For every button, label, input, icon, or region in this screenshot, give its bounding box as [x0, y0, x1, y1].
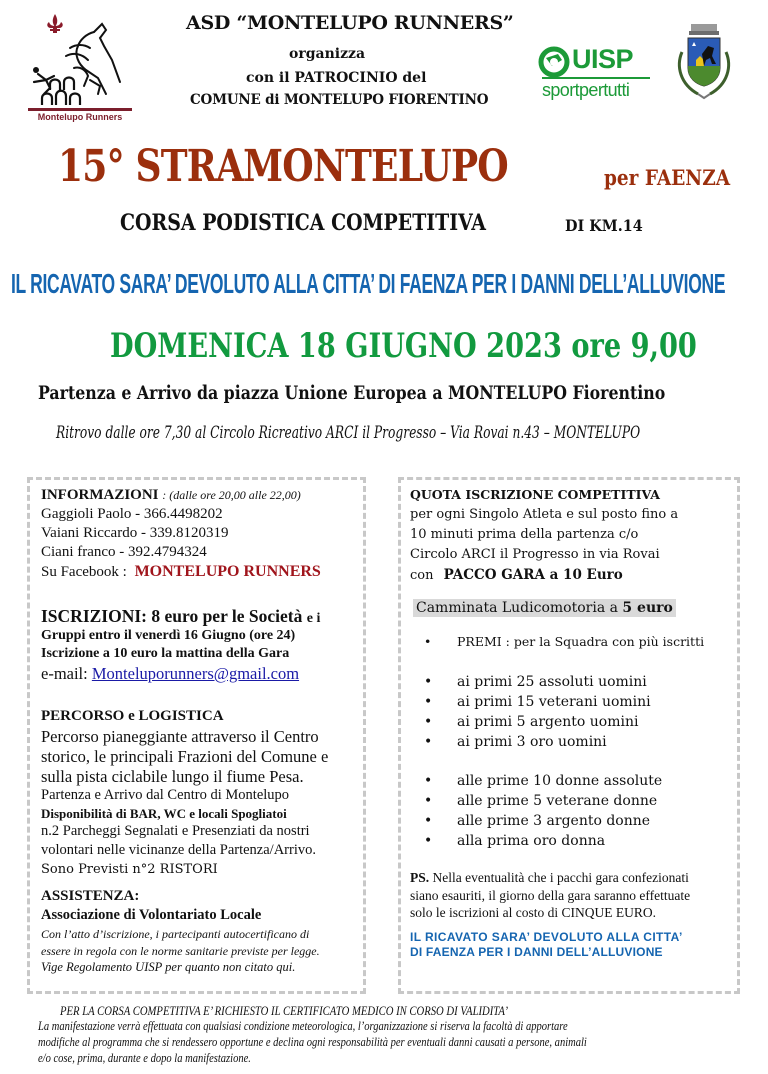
bullet-icon: •	[424, 694, 433, 710]
email-label: e-mail:	[41, 664, 88, 683]
quota-heading: QUOTA ISCRIZIONE COMPETITIVA	[410, 487, 660, 502]
email-line	[41, 664, 299, 684]
meeting-point: Ritrovo dalle ore 7,30 al Circolo Ricreativo ARCI il Progresso – Via Rovai n.43 – MONTELUPO	[56, 423, 641, 443]
uisp-logo-text: UISP	[572, 44, 634, 74]
email-link[interactable]: Monteluporunners@gmail.com	[91, 664, 300, 683]
charity-note: DI FAENZA PER I DANNI DELL’ALLUVIONE	[410, 945, 663, 959]
contact-item: Ciani franco - 392.4794324	[41, 544, 207, 560]
premi-item: • ai primi 15 veterani uomini	[424, 694, 651, 710]
assistenza-org: Associazione di Volontariato Locale	[41, 907, 262, 923]
uisp-emblem-icon	[538, 46, 570, 78]
ps-label: PS.	[410, 870, 430, 885]
bullet-icon: •	[424, 634, 432, 649]
race-distance: DI KM.14	[565, 216, 643, 235]
montelupo-runners-logo	[28, 10, 132, 122]
bullet-icon: •	[424, 793, 433, 809]
event-date: DOMENICA 18 GIUGNO 2023 ore 9,00	[110, 326, 697, 366]
ristori-line: Sono Previsti n°2 RISTORI	[41, 862, 218, 877]
patrocinio-label: con il PATROCINIO del	[246, 70, 427, 86]
info-hours: : (dalle ore 20,00 alle 22,00)	[162, 488, 301, 502]
parking-line: volontari nelle vicinanze della Partenza/Arrivo.	[41, 842, 316, 858]
bullet-icon: •	[424, 833, 433, 849]
premi-item: • alle prime 10 donne assolute	[424, 773, 663, 789]
medical-certificate-notice: PER LA CORSA COMPETITIVA E’ RICHIESTO IL CERTIFICATO MEDICO IN CORSO DI VALIDITA’	[60, 1003, 509, 1018]
premi-item: • ai primi 5 argento uomini	[424, 714, 639, 730]
comune-coat-of-arms	[668, 22, 740, 104]
premi-item: • ai primi 25 assoluti uomini	[424, 674, 647, 690]
contact-item: Vaiani Riccardo - 339.8120319	[41, 525, 229, 541]
quota-line: per ogni Singolo Atleta e sul posto fino a	[410, 507, 679, 522]
club-logo-caption: Montelupo Runners	[37, 112, 123, 122]
disclaimer-line: essere in regola con le norme sanitarie previste per legge.	[41, 944, 320, 958]
camminata-text: Camminata Ludicomotoria a	[416, 600, 618, 616]
iscrizioni-tail: e i	[306, 611, 321, 626]
ps-line: solo le iscrizioni al costo di CINQUE EURO.	[410, 905, 656, 920]
facebook-line	[41, 563, 321, 581]
event-title-block	[58, 141, 607, 192]
info-heading: INFORMAZIONI	[41, 487, 159, 503]
facebook-page-link[interactable]: MONTELUPO RUNNERS	[134, 563, 321, 580]
iscrizioni-heading: ISCRIZIONI: 8 euro per le Società	[41, 606, 303, 626]
footer-notice-line: modifiche al programma che si rendessero opportune e declina ogni responsabilità per eventuali danni causati a persone, animali	[38, 1034, 587, 1049]
footer-notice-line: e/o cose, prima, durante e dopo la manifestazione.	[38, 1050, 251, 1065]
wolf-runners-icon	[28, 10, 132, 122]
camminata-price: 5 euro	[622, 600, 673, 616]
pacco-line	[410, 567, 623, 583]
camminata-highlight	[413, 599, 676, 617]
start-finish-location: Partenza e Arrivo da piazza Unione Europea a MONTELUPO Fiorentino	[38, 382, 666, 404]
iscrizioni-deadline: Gruppi entro il venerdì 16 Giugno (ore 24)	[41, 628, 296, 643]
charity-banner: IL RICAVATO SARA’ DEVOLUTO ALLA CITTA’ DI FAENZA PER I DANNI DELL’ALLUVIONE	[11, 268, 726, 299]
disclaimer-line: Con l’atto d’iscrizione, i partecipanti autocertificano di	[41, 927, 310, 941]
percorso-heading: PERCORSO e LOGISTICA	[41, 708, 224, 724]
facilities-line: Disponibilità di BAR, WC e locali Spogliatoi	[41, 806, 287, 821]
uisp-logo	[538, 44, 654, 106]
pacco-prefix: con	[410, 568, 434, 583]
bullet-icon: •	[424, 674, 433, 690]
iscrizioni-line	[41, 606, 320, 627]
facebook-label: Su Facebook :	[41, 564, 127, 580]
coat-of-arms-icon	[668, 22, 740, 104]
pacco-gara-price: PACCO GARA a 10 Euro	[443, 567, 623, 583]
organizza-label: organizza	[289, 46, 366, 62]
info-line	[41, 487, 301, 504]
iscrizioni-late-fee: Iscrizione a 10 euro la mattina della Gara	[41, 646, 290, 661]
footer-notice-line: La manifestazione verrà effettuata con qualsiasi condizione meteorologica, l’organizzazione si riserva la facoltà di apportare	[38, 1018, 568, 1033]
percorso-line: Percorso pianeggiante attraverso il Centro	[41, 727, 319, 746]
event-title: 15° STRAMONTELUPO	[58, 141, 508, 192]
bullet-icon: •	[424, 714, 433, 730]
event-title-suffix: per FAENZA	[604, 165, 731, 190]
bullet-icon: •	[424, 813, 433, 829]
race-type: CORSA PODISTICA COMPETITIVA	[120, 210, 486, 236]
uisp-divider	[542, 77, 650, 79]
premi-item: • alle prime 5 veterane donne	[424, 793, 658, 809]
contact-item: Gaggioli Paolo - 366.4498202	[41, 506, 223, 522]
premi-item: • alle prime 3 argento donne	[424, 813, 651, 829]
bullet-icon: •	[424, 773, 433, 789]
premi-item: • ai primi 3 oro uomini	[424, 734, 607, 750]
bullet-icon: •	[424, 734, 433, 750]
assistenza-heading: ASSISTENZA:	[41, 888, 140, 904]
ps-line: siano esauriti, il giorno della gara saranno effettuate	[410, 888, 691, 903]
uisp-tagline: sportpertutti	[542, 80, 630, 100]
premi-item: • alla prima oro donna	[424, 833, 606, 849]
comune-label: COMUNE di MONTELUPO FIORENTINO	[190, 92, 489, 108]
parking-line: n.2 Parcheggi Segnalati e Presenziati da nostri	[41, 823, 310, 839]
ps-line: PS. Nella eventualità che i pacchi gara confezionati	[410, 870, 689, 885]
organizer-title: ASD “MONTELUPO RUNNERS”	[186, 12, 514, 34]
charity-note: IL RICAVATO SARA’ DEVOLUTO ALLA CITTA’	[410, 930, 683, 944]
quota-line: Circolo ARCI il Progresso in via Rovai	[410, 547, 660, 562]
quota-line: 10 minuti prima della partenza c/o	[410, 527, 639, 542]
percorso-line: sulla pista ciclabile lungo il fiume Pesa.	[41, 767, 304, 786]
premi-item: • PREMI : per la Squadra con più iscritti	[424, 634, 705, 649]
percorso-line: storico, le principali Frazioni del Comune e	[41, 747, 329, 766]
partenza-line: Partenza e Arrivo dal Centro di Montelupo	[41, 787, 290, 803]
disclaimer-line: Vige Regolamento UISP per quanto non citato qui.	[41, 960, 296, 974]
